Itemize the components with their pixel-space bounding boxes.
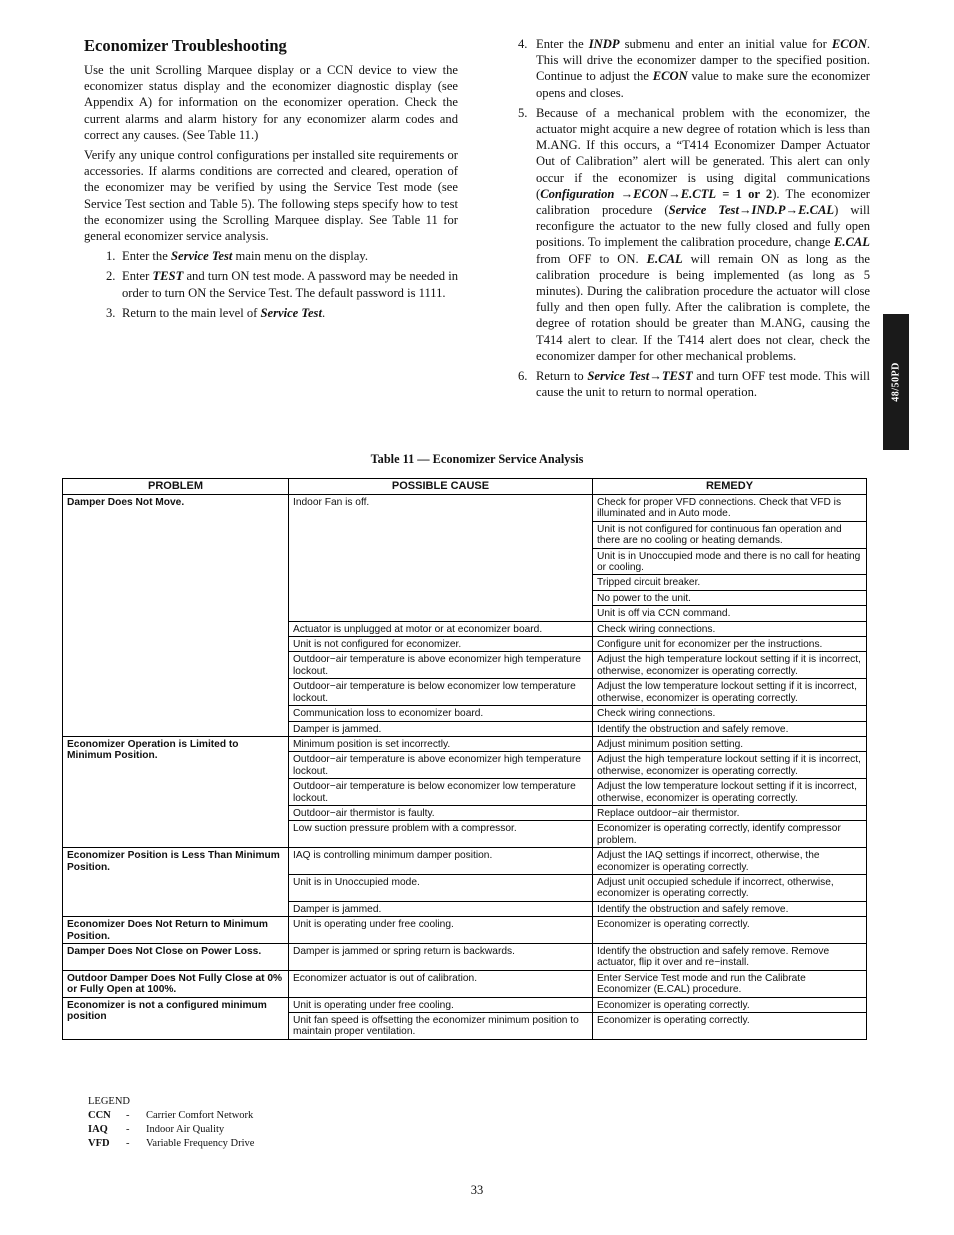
cause-cell: Outdoor−air thermistor is faulty. [289,805,593,820]
remedy-cell: Configure unit for economizer per the instructions. [593,637,867,652]
remedy-cell: Adjust the high temperature lockout setting if it is incorrect, otherwise, economizer is operating correctly. [593,752,867,779]
legend-abbr: CCN [88,1110,111,1121]
steps-list-left [84,248,458,321]
step-number: 3. [106,305,116,320]
step-item [516,105,870,364]
step-item [84,248,458,264]
table-row [63,997,867,1012]
cause-cell: Unit is in Unoccupied mode. [289,874,593,901]
remedy-cell: Enter Service Test mode and run the Calibrate Economizer (E.CAL) procedure. [593,970,867,997]
side-tab-label: 48/50PD [890,362,902,402]
problem-cell: Damper Does Not Move. [63,495,289,737]
steps-list-right [516,36,870,400]
table-row [63,917,867,944]
remedy-cell: Identify the obstruction and safely remove. [593,901,867,916]
step-text: Enter TEST and turn ON test mode. A password may be needed in order to turn ON the Service Test. The default password is 1111. [122,269,458,300]
legend-abbr: VFD [88,1138,110,1149]
remedy-cell: Unit is in Unoccupied mode and there is no call for heating or cooling. [593,548,867,575]
cause-cell: Economizer actuator is out of calibration. [289,970,593,997]
header-cause: POSSIBLE CAUSE [289,479,593,495]
legend-title: LEGEND [88,1096,130,1107]
cause-cell: Outdoor−air temperature is above economizer high temperature lockout. [289,652,593,679]
remedy-cell: Adjust the IAQ settings if incorrect, otherwise, the economizer is operating correctly. [593,848,867,875]
remedy-cell: Adjust minimum position setting. [593,736,867,751]
remedy-cell: Tripped circuit breaker. [593,575,867,590]
legend [88,1095,254,1151]
remedy-cell: Check wiring connections. [593,706,867,721]
step-item [516,368,870,400]
table-body [63,495,867,1040]
remedy-cell: Identify the obstruction and safely remove. Remove actuator, flip it over and re−install. [593,944,867,971]
problem-cell: Damper Does Not Close on Power Loss. [63,944,289,971]
service-analysis-table [62,478,867,1040]
header-remedy: REMEDY [593,479,867,495]
remedy-cell: Economizer is operating correctly. [593,1013,867,1040]
table-row [63,970,867,997]
remedy-cell: Unit is not configured for continuous fan operation and there are no cooling or heating demands. [593,521,867,548]
cause-cell: Unit is operating under free cooling. [289,917,593,944]
page-number: 33 [470,1183,484,1197]
legend-meaning: Indoor Air Quality [146,1124,225,1135]
cause-cell: Unit is not configured for economizer. [289,637,593,652]
legend-row [88,1109,254,1123]
cause-cell: Damper is jammed. [289,901,593,916]
remedy-cell: Adjust the low temperature lockout setting if it is incorrect, otherwise, economizer is operating correctly. [593,679,867,706]
left-column [84,36,458,325]
step-text: Return to the main level of Service Test. [122,305,326,320]
table-row [63,944,867,971]
table-row [63,848,867,875]
cause-cell: Low suction pressure problem with a compressor. [289,821,593,848]
table-row [63,495,867,522]
cause-cell: Unit fan speed is offsetting the economizer minimum position to maintain proper ventilation. [289,1013,593,1040]
step-text: Because of a mechanical problem with the economizer, the actuator might acquire a new degree of rotation which is less than M.ANG. If this occurs, a “T414 Economizer Damper Actuator Out of Calibration” alert will be generated. This alert can only occur if the economizer is using digital communications (Configuration →ECON→E.CTL = 1 or 2). The economizer calibration procedure (Service Test→IND.P→E.CAL) will reconfigure the actuator to the new fully closed and fully open positions. To implement the calibration procedure, change E.CAL from OFF to ON. E.CAL will remain ON as long as the calibration procedure is being implemented (as long as 5 minutes). During the calibration procedure the actuator will close fully and then open fully. After the calibration is complete, the degree of rotation should be greater than M.ANG, causing the T414 alert to clear. If the T414 alert does not clear, check the economizer damper for other mechanical problems. [536,105,871,363]
problem-cell: Economizer Does Not Return to Minimum Position. [63,917,289,944]
remedy-cell: Unit is off via CCN command. [593,606,867,621]
verify-paragraph: Verify any unique control configurations per installed site requirements or accessories. If alarms conditions are corrected and cleared, operation of the economizer may be verified by using the Service Test mode (see Service Test section and Table 5). The following steps specify how to test the economizer using the Scrolling Marquee display. See Table 11 for general economizer service analysis. [84,148,458,244]
legend-dash: - [126,1138,130,1149]
step-item [84,305,458,321]
problem-cell: Economizer Operation is Limited to Minimum Position. [63,736,289,847]
legend-meaning: Variable Frequency Drive [146,1138,255,1149]
cause-cell: Unit is operating under free cooling. [289,997,593,1012]
problem-cell: Economizer is not a configured minimum position [63,997,289,1039]
legend-rows [88,1109,254,1151]
cause-cell: Outdoor−air temperature is above economizer high temperature lockout. [289,752,593,779]
remedy-cell: Economizer is operating correctly. [593,917,867,944]
cause-cell: Damper is jammed. [289,721,593,736]
remedy-cell: No power to the unit. [593,590,867,605]
cause-cell: Minimum position is set incorrectly. [289,736,593,751]
side-tab [883,314,909,450]
remedy-cell: Adjust unit occupied schedule if incorrect, otherwise, economizer is operating correctly. [593,874,867,901]
legend-dash: - [126,1110,130,1121]
legend-row [88,1123,254,1137]
remedy-cell: Economizer is operating correctly, identify compressor problem. [593,821,867,848]
remedy-cell: Check wiring connections. [593,621,867,636]
remedy-cell: Adjust the low temperature lockout setting if it is incorrect, otherwise, economizer is operating correctly. [593,779,867,806]
header-problem: PROBLEM [63,479,289,495]
step-text: Return to Service Test→TEST and turn OFF test mode. This will cause the unit to return to normal operation. [536,369,871,400]
legend-meaning: Carrier Comfort Network [146,1110,254,1121]
step-number: 1. [106,249,116,264]
cause-cell: Outdoor−air temperature is below economizer low temperature lockout. [289,779,593,806]
step-item [84,268,458,300]
cause-cell: IAQ is controlling minimum damper position. [289,848,593,875]
right-column [516,36,870,404]
table-header-row [63,479,867,495]
cause-cell: Communication loss to economizer board. [289,706,593,721]
table-title: Table 11 — Economizer Service Analysis [370,452,584,466]
step-number: 5. [518,105,528,120]
step-text: Enter the INDP submenu and enter an initial value for ECON. This will drive the economizer damper to the specified position. Continue to adjust the ECON value to make sure the economizer opens and closes. [536,37,870,100]
step-number: 4. [518,37,528,51]
section-heading: Economizer Troubleshooting [84,36,287,55]
remedy-cell: Adjust the high temperature lockout setting if it is incorrect, otherwise, economizer is operating correctly. [593,652,867,679]
cause-cell: Outdoor−air temperature is below economizer low temperature lockout. [289,679,593,706]
problem-cell: Economizer Position is Less Than Minimum Position. [63,848,289,917]
cause-cell: Indoor Fan is off. [289,495,593,622]
remedy-cell: Check for proper VFD connections. Check that VFD is illuminated and in Auto mode. [593,495,867,522]
step-item [516,36,870,101]
legend-dash: - [126,1124,130,1135]
step-number: 6. [518,369,528,384]
intro-paragraph: Use the unit Scrolling Marquee display or a CCN device to view the economizer status display and the economizer diagnostic display (see Appendix A) for information on the economizer operation. Check the current alarms and alarm history for any economizer alarm codes and correct any causes. (See Table 11.) [84,63,458,142]
step-number: 2. [106,269,116,284]
problem-cell: Outdoor Damper Does Not Fully Close at 0% or Fully Open at 100%. [63,970,289,997]
step-text: Enter the Service Test main menu on the display. [122,249,368,264]
cause-cell: Actuator is unplugged at motor or at economizer board. [289,621,593,636]
remedy-cell: Economizer is operating correctly. [593,997,867,1012]
remedy-cell: Identify the obstruction and safely remove. [593,721,867,736]
cause-cell: Damper is jammed or spring return is backwards. [289,944,593,971]
legend-row [88,1137,254,1151]
table-row [63,736,867,751]
legend-abbr: IAQ [88,1124,108,1135]
remedy-cell: Replace outdoor−air thermistor. [593,805,867,820]
